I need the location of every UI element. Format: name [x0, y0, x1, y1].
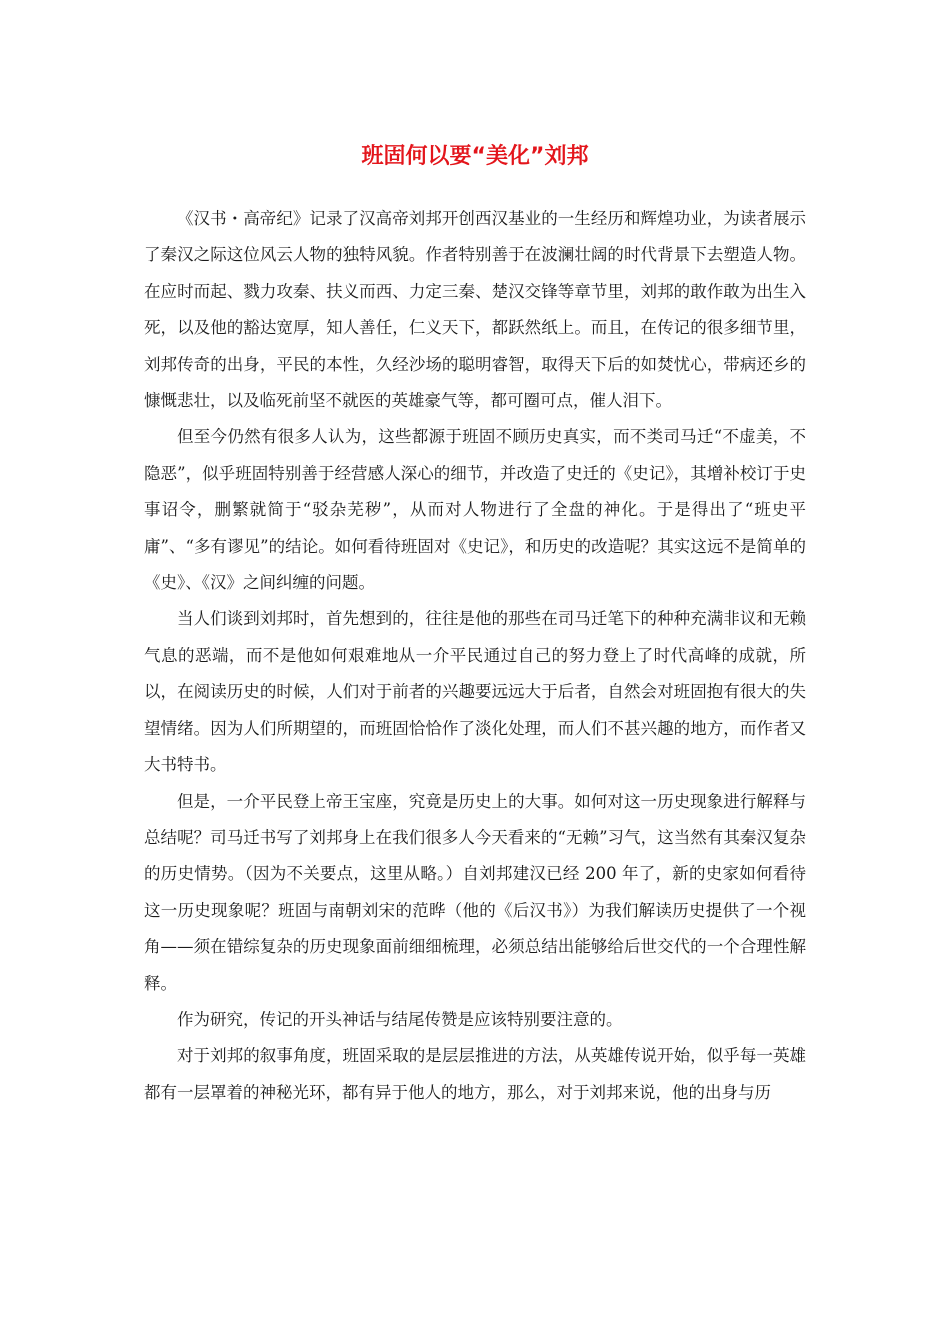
paragraph-6: 对于刘邦的叙事角度，班固采取的是层层推进的方法，从英雄传说开始，似乎每一英雄都有一层罩着的神秘光环，都有异于他人的地方，那么，对于刘邦来说，他的出身与历 [144, 1046, 806, 1102]
paragraph-3: 当人们谈到刘邦时，首先想到的，往往是他的那些在司马迁笔下的种种充满非议和无赖气息的恶端，而不是他如何艰难地从一介平民通过自己的努力登上了时代高峰的成就，所以，在阅读历史的时候，人们对于前者的兴趣要远远大于后者，自然会对班固抱有很大的失望情绪。因为人们所期望的，而班固恰恰作了淡化处理，而人们不甚兴趣的地方，而作者又大书特书。 [144, 609, 806, 775]
paragraph-1: 《汉书・高帝纪》记录了汉高帝刘邦开创西汉基业的一生经历和辉煌功业，为读者展示了秦汉之际这位风云人物的独特风貌。作者特别善于在波澜壮阔的时代背景下去塑造人物。在应时而起、戮力攻秦、扶义而西、力定三秦、楚汉交锋等章节里，刘邦的敢作敢为出生入死，以及他的豁达宽厚，知人善任，仁义天下，都跃然纸上。而且，在传记的很多细节里，刘邦传奇的出身，平民的本性，久经沙场的聪明睿智，取得天下后的如焚忧心，带病还乡的慷慨悲壮，以及临死前坚不就医的英雄豪气等，都可圈可点，催人泪下。 [144, 209, 806, 411]
paragraph-5: 作为研究，传记的开头神话与结尾传赞是应该特别要注意的。 [177, 1009, 623, 1029]
paragraph-2: 但至今仍然有很多人认为，这些都源于班固不顾历史真实，而不类司马迁“不虚美，不隐恶”，似乎班固特别善于经营感人深心的细节，并改造了史迁的《史记》，其增补校订于史事诏令，删繁就简于“驳杂芜秽”，从而对人物进行了全盘的神化。于是得出了“班史平庸”、“多有谬见”的结论。如何看待班固对《史记》，和历史的改造呢？其实这远不是简单的《史》、《汉》之间纠缠的问题。 [144, 427, 806, 593]
document-body [144, 201, 806, 1111]
document-title: 班固何以要“美化”刘邦 [361, 144, 589, 169]
paragraph-4: 但是，一介平民登上帝王宝座，究竟是历史上的大事。如何对这一历史现象进行解释与总结呢？司马迁书写了刘邦身上在我们很多人今天看来的“无赖”习气，这当然有其秦汉复杂的历史情势。（因为不关要点，这里从略。）自刘邦建汉已经 200 年了，新的史家如何看待这一历史现象呢？班固与南朝刘宋的范晔（他的《后汉书》）为我们解读历史提供了一个视角——须在错综复杂的历史现象面前细细梳理，必须总结出能够给后世交代的一个合理性解释。 [144, 791, 806, 993]
